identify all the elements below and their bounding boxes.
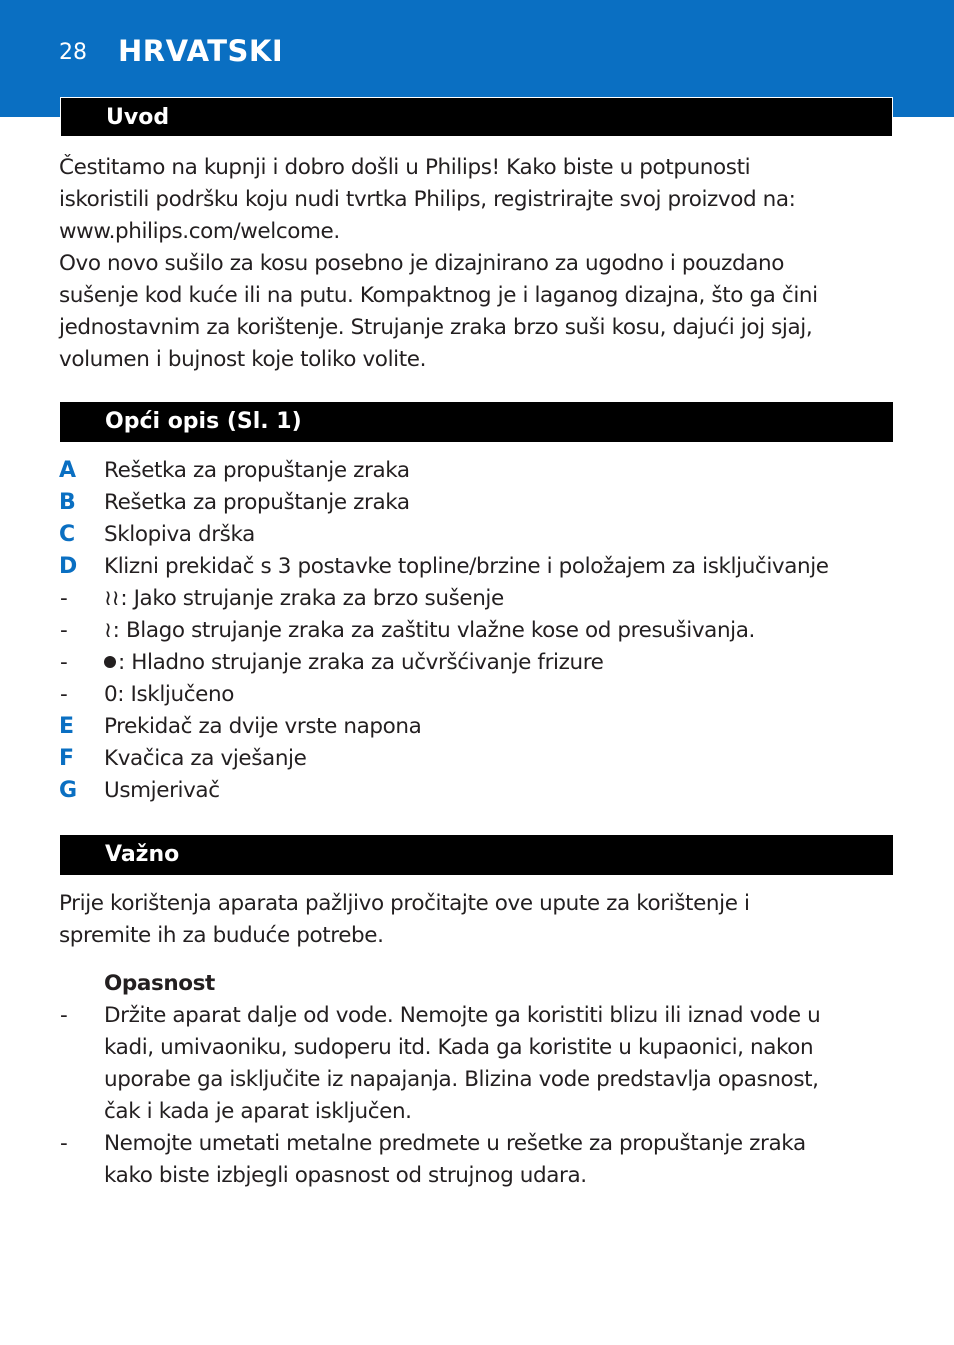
section-header-important bbox=[60, 835, 893, 875]
item-text: Rešetka za propuštanje zraka bbox=[104, 490, 410, 515]
danger-heading: Opasnost bbox=[104, 971, 215, 996]
strong-airflow-icon: ≀≀ bbox=[104, 586, 120, 611]
danger-line: uporabe ga isključite iz napajanja. Blizina vode predstavlja opasnost, bbox=[104, 1067, 819, 1092]
important-intro-line: spremite ih za buduće potrebe. bbox=[59, 923, 384, 948]
item-letter: F bbox=[59, 746, 74, 771]
intro-line: iskoristili podršku koju nudi tvrtka Philips, registrirajte svoj proizvod na: bbox=[59, 187, 796, 212]
item-text: Kvačica za vješanje bbox=[104, 746, 307, 771]
item-text-content: : Hladno strujanje zraka za učvršćivanje frizure bbox=[118, 650, 604, 675]
important-intro bbox=[59, 888, 899, 952]
list-item bbox=[59, 455, 909, 487]
danger-line: kadi, umivaoniku, sudoperu itd. Kada ga koristite u kupaonici, nakon bbox=[104, 1035, 814, 1060]
item-text: 0: Isključeno bbox=[104, 682, 234, 707]
important-intro-line: Prije korištenja aparata pažljivo pročitajte ove upute za korištenje i bbox=[59, 891, 750, 916]
danger-line: Držite aparat dalje od vode. Nemojte ga koristiti blizu ili iznad vode u bbox=[104, 1003, 821, 1028]
item-text: Sklopiva drška bbox=[104, 522, 255, 547]
list-item bbox=[59, 711, 909, 743]
item-text-content: : Blago strujanje zraka za zaštitu vlažne kose od presušivanja. bbox=[112, 618, 755, 643]
dash-marker: - bbox=[60, 618, 68, 643]
intro-line: Čestitamo na kupnji i dobro došli u Philips! Kako biste u potpunosti bbox=[59, 155, 751, 180]
item-text bbox=[104, 647, 604, 679]
list-item bbox=[59, 775, 909, 807]
section-title-intro: Uvod bbox=[106, 105, 170, 130]
intro-line: sušenje kod kuće ili na putu. Kompaktnog je i laganog dizajna, što ga čini bbox=[59, 283, 818, 308]
danger-line: Nemojte umetati metalne predmete u rešetke za propuštanje zraka bbox=[104, 1131, 806, 1156]
intro-line: Ovo novo sušilo za kosu posebno je dizajnirano za ugodno i pouzdano bbox=[59, 251, 785, 276]
item-text: Rešetka za propuštanje zraka bbox=[104, 458, 410, 483]
section-header-description bbox=[60, 402, 893, 442]
list-item bbox=[59, 519, 909, 551]
intro-line: jednostavnim za korištenje. Strujanje zraka brzo suši kosu, dajući joj sjaj, bbox=[59, 315, 813, 340]
item-text bbox=[104, 583, 504, 615]
parts-list bbox=[59, 455, 909, 807]
list-subitem bbox=[59, 679, 909, 711]
danger-line: kako biste izbjegli opasnost od strujnog udara. bbox=[104, 1163, 587, 1188]
section-title-description: Opći opis (Sl. 1) bbox=[105, 409, 302, 434]
intro-line: volumen i bujnost koje toliko volite. bbox=[59, 347, 427, 372]
item-letter: G bbox=[59, 778, 77, 803]
list-item bbox=[59, 487, 909, 519]
list-subitem bbox=[59, 615, 909, 647]
item-letter: D bbox=[59, 554, 77, 579]
list-subitem bbox=[59, 647, 909, 679]
section-header-intro bbox=[60, 97, 893, 137]
language-title: HRVATSKI bbox=[118, 34, 284, 68]
page-number: 28 bbox=[59, 40, 87, 65]
gentle-airflow-icon: ≀ bbox=[104, 618, 112, 643]
intro-paragraph bbox=[59, 152, 899, 376]
section-title-important: Važno bbox=[105, 842, 180, 867]
item-text-content: : Jako strujanje zraka za brzo sušenje bbox=[120, 586, 504, 611]
dash-marker: - bbox=[60, 1003, 68, 1028]
item-letter: B bbox=[59, 490, 76, 515]
item-letter: C bbox=[59, 522, 75, 547]
item-letter: E bbox=[59, 714, 74, 739]
item-text: Prekidač za dvije vrste napona bbox=[104, 714, 422, 739]
danger-item bbox=[59, 1128, 919, 1192]
list-subitem bbox=[59, 583, 909, 615]
list-item bbox=[59, 551, 909, 583]
item-text bbox=[104, 615, 755, 647]
list-item bbox=[59, 743, 909, 775]
cool-dot-icon bbox=[104, 656, 116, 668]
intro-line: www.philips.com/welcome. bbox=[59, 219, 340, 244]
danger-list bbox=[59, 1000, 919, 1192]
danger-line: čak i kada je aparat isključen. bbox=[104, 1099, 412, 1124]
dash-marker: - bbox=[60, 650, 68, 675]
item-text: Klizni prekidač s 3 postavke topline/brzine i položajem za isključivanje bbox=[104, 554, 829, 579]
item-letter: A bbox=[59, 458, 76, 483]
item-text: Usmjerivač bbox=[104, 778, 220, 803]
dash-marker: - bbox=[60, 586, 68, 611]
danger-item bbox=[59, 1000, 919, 1128]
dash-marker: - bbox=[60, 1131, 68, 1156]
dash-marker: - bbox=[60, 682, 68, 707]
